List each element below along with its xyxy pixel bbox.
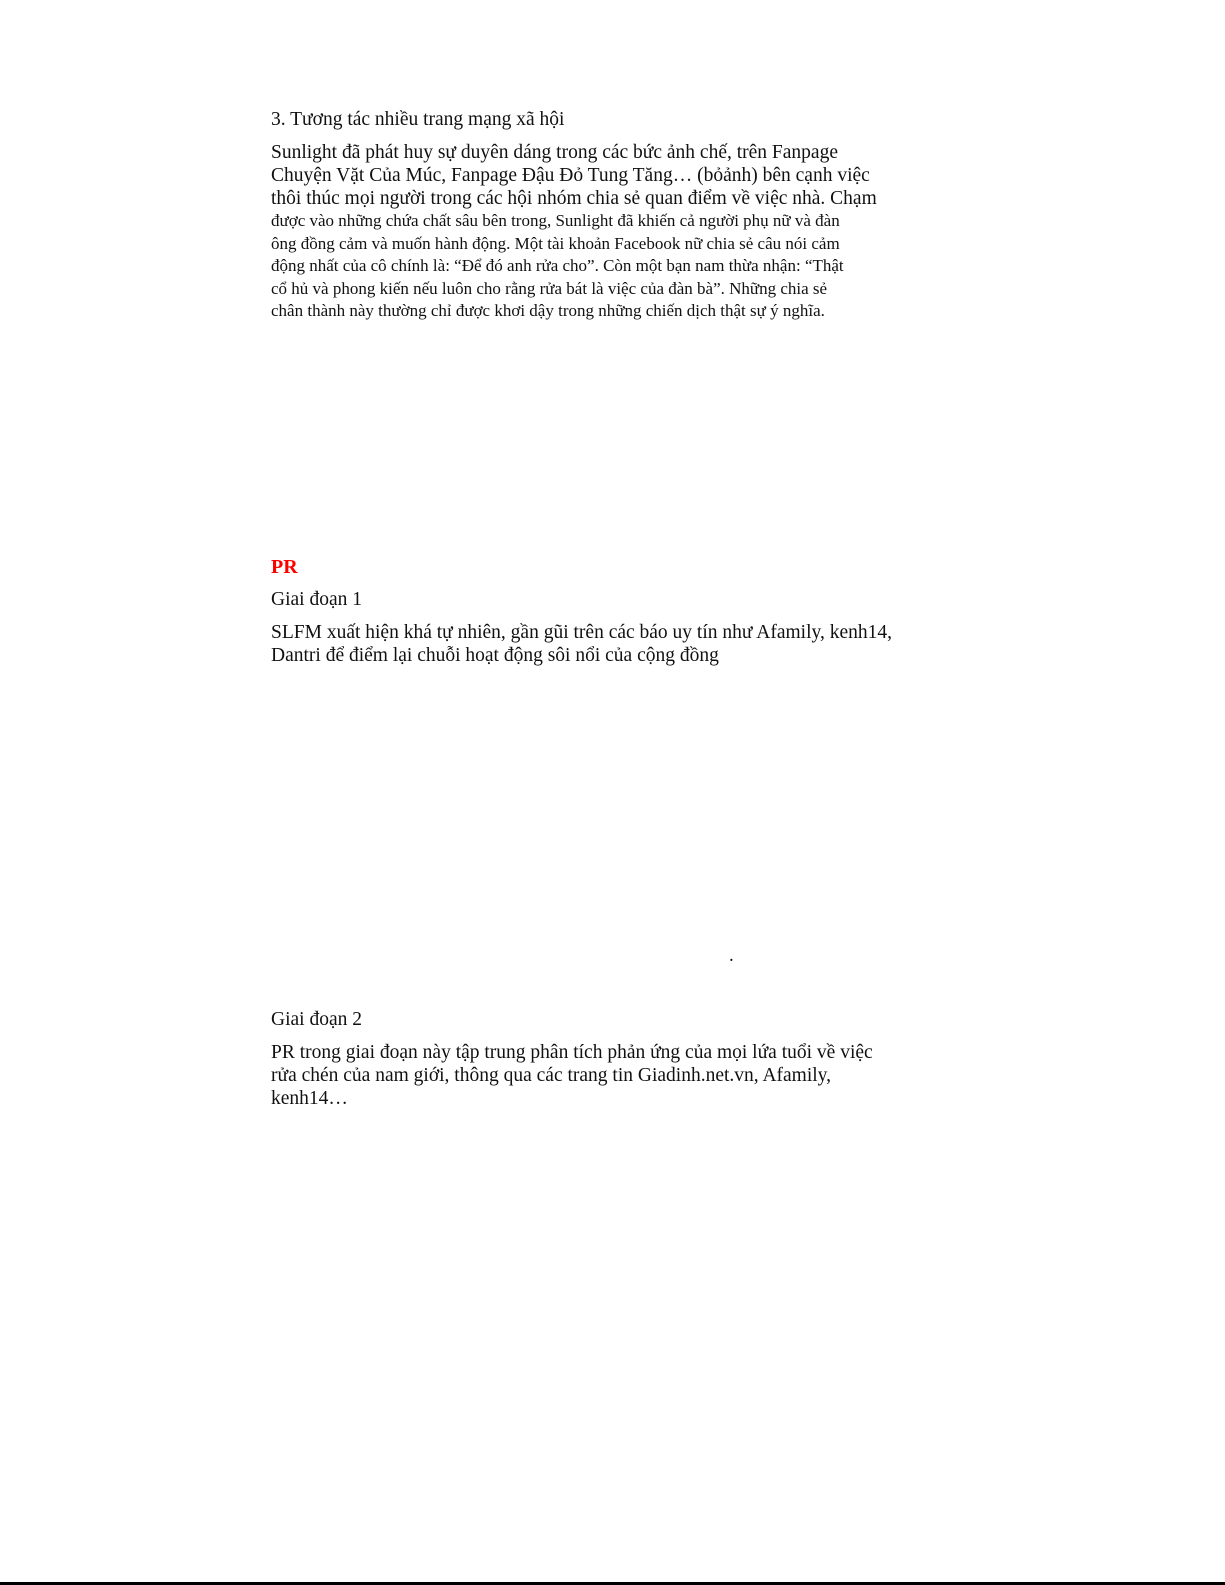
section-3-heading: 3. Tương tác nhiều trang mạng xã hội (271, 109, 565, 130)
paragraph-line: thôi thúc mọi người trong các hội nhóm chia sẻ quan điểm về việc nhà. Chạm (271, 188, 877, 209)
paragraph-line: chân thành này thường chỉ được khơi dậy trong những chiến dịch thật sự ý nghĩa. (271, 301, 825, 320)
paragraph-line: rửa chén của nam giới, thông qua các trang tin Giadinh.net.vn, Afamily, (271, 1065, 832, 1086)
paragraph-line: cổ hủ và phong kiến nếu luôn cho rằng rửa bát là việc của đàn bà”. Những chia sẻ (271, 278, 828, 298)
paragraph-line: Sunlight đã phát huy sự duyên dáng trong các bức ảnh chế, trên Fanpage (271, 142, 838, 163)
stage-2-title: Giai đoạn 2 (271, 1009, 362, 1030)
section-3-paragraph (271, 141, 951, 323)
stray-dot: . (729, 945, 734, 966)
paragraph-line: động nhất của cô chính là: “Để đó anh rửa cho”. Còn một bạn nam thừa nhận: “Thật (271, 256, 844, 275)
paragraph-line: SLFM xuất hiện khá tự nhiên, gần gũi trên các báo uy tín như Afamily, kenh14, (271, 622, 893, 643)
paragraph-line: được vào những chứa chất sâu bên trong, Sunlight đã khiến cả người phụ nữ và đàn (271, 211, 840, 230)
paragraph-line: PR trong giai đoạn này tập trung phân tích phản ứng của mọi lứa tuổi về việc (271, 1042, 873, 1063)
paragraph-line: ông đồng cảm và muốn hành động. Một tài khoản Facebook nữ chia sẻ câu nói cảm (271, 233, 840, 253)
paragraph-line: Dantri để điểm lại chuỗi hoạt động sôi nổi của cộng đồng (271, 645, 719, 666)
paragraph-line: kenh14… (271, 1088, 348, 1109)
stage-1-paragraph (271, 621, 951, 667)
paragraph-line: Chuyện Vặt Của Múc, Fanpage Đậu Đỏ Tung Tăng… (bỏảnh) bên cạnh việc (271, 165, 870, 186)
stage-1-title: Giai đoạn 1 (271, 589, 362, 610)
pr-heading: PR (271, 556, 298, 578)
stage-2-paragraph (271, 1041, 951, 1110)
